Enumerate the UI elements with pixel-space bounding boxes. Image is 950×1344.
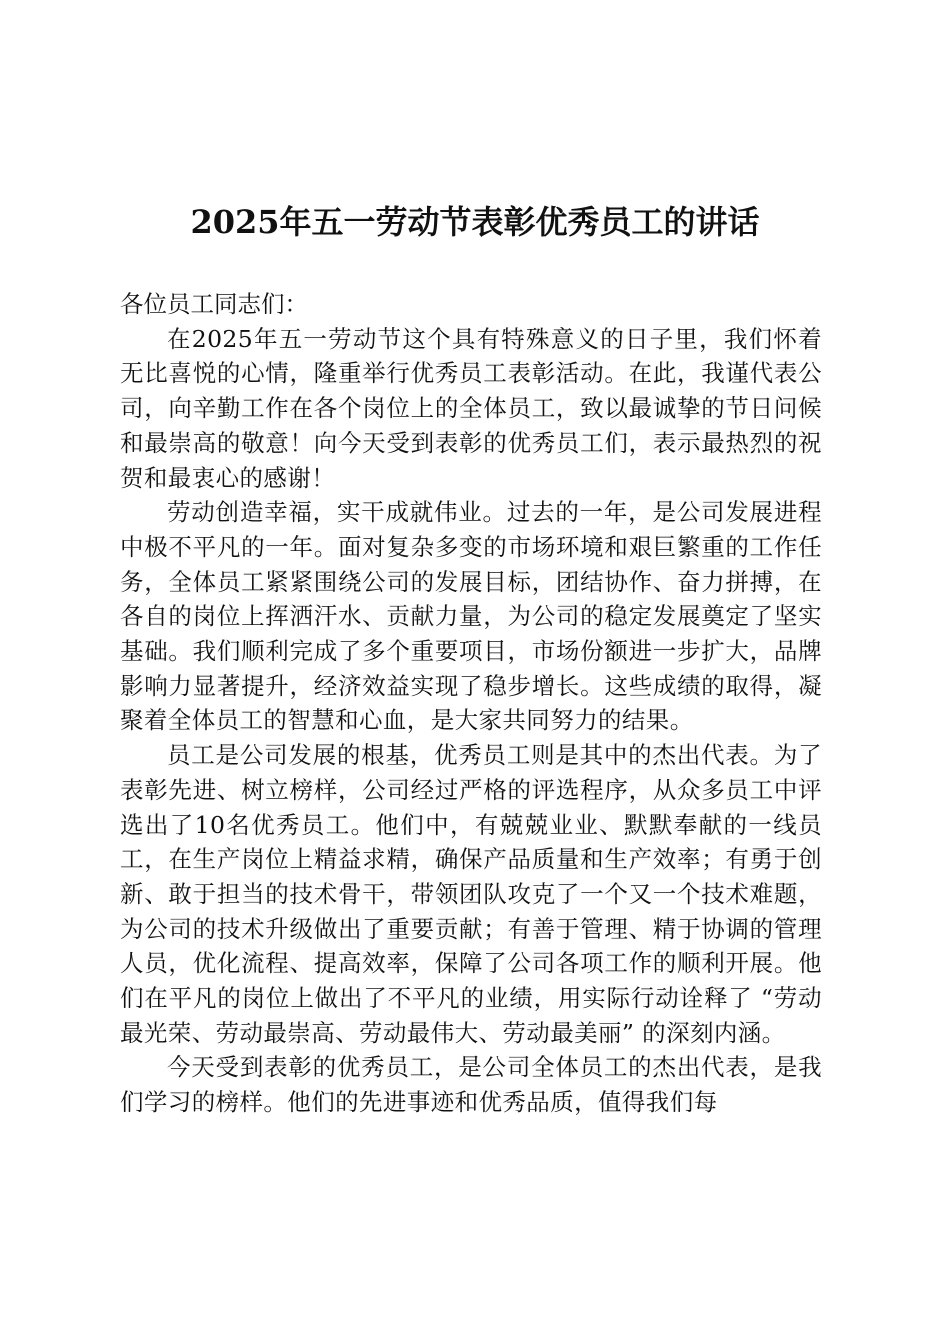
salutation: 各位员工同志们： [120,290,308,318]
paragraph-2: 劳动创造幸福，实干成就伟业。过去的一年，是公司发展进程中极不平凡的一年。面对复杂多变的市场环境和艰巨繁重的工作任务，全体员工紧紧围绕公司的发展目标，团结协作、奋力拼搏，在各自的岗位上挥洒汗水、贡献力量，为公司的稳定发展奠定了坚实基础。我们顺利完成了多个重要项目，市场份额进一步扩大，品牌影响力显著提升，经济效益实现了稳步增长。这些成绩的取得，凝聚着全体员工的智慧和心血，是大家共同努力的结果。 [120,498,822,735]
document-title: 2025年五一劳动节表彰优秀员工的讲话 [190,203,760,241]
paragraph-4: 今天受到表彰的优秀员工，是公司全体员工的杰出代表，是我们学习的榜样。他们的先进事迹和优秀品质，值得我们每 [120,1053,822,1117]
paragraph-1: 在2025年五一劳动节这个具有特殊意义的日子里，我们怀着无比喜悦的心情，隆重举行优秀员工表彰活动。在此，我谨代表公司，向辛勤工作在各个岗位上的全体员工，致以最诚挚的节日问候和最崇高的敬意！向今天受到表彰的优秀员工们，表示最热烈的祝贺和最衷心的感谢！ [120,324,822,492]
document-body [120,287,822,1120]
paragraph-3: 员工是公司发展的根基，优秀员工则是其中的杰出代表。为了表彰先进、树立榜样，公司经过严格的评选程序，从众多员工中评选出了10名优秀员工。他们中，有兢兢业业、默默奉献的一线员工，在生产岗位上精益求精，确保产品质量和生产效率；有勇于创新、敢于担当的技术骨干，带领团队攻克了一个又一个技术难题，为公司的技术升级做出了重要贡献；有善于管理、精于协调的管理人员，优化流程、提高效率，保障了公司各项工作的顺利开展。他们在平凡的岗位上做出了不平凡的业绩，用实际行动诠释了 “劳动最光荣、劳动最崇高、劳动最伟大、劳动最美丽” 的深刻内涵。 [120,741,822,1047]
